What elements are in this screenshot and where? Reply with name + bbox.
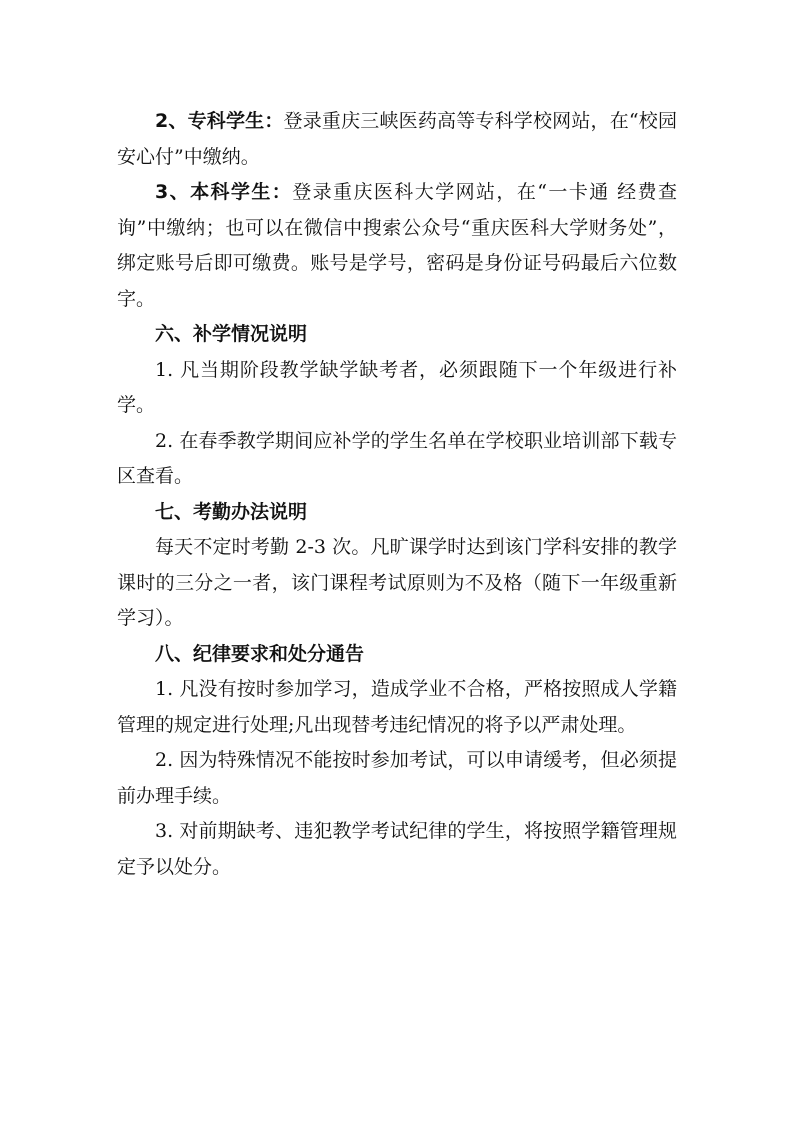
section-heading-7: 七、考勤办法说明 <box>155 500 308 523</box>
text-zhuanke: 登录重庆三峡医药高等专科学校网站，在“校园安心付”中缴纳。 <box>117 110 677 168</box>
paragraph-benke <box>117 175 677 317</box>
label-benke: 3、本科学生： <box>155 181 293 203</box>
document-body <box>117 104 677 885</box>
section8-item-1: 1. 凡没有按时参加学习，造成学业不合格，严格按照成人学籍管理的规定进行处理;凡出现替考违纪情况的将予以严肃处理。 <box>117 678 677 736</box>
section6-item-2: 2. 在春季教学期间应补学的学生名单在学校职业培训部下载专区查看。 <box>117 429 677 487</box>
section7-text: 每天不定时考勤 2-3 次。凡旷课学时达到该门学科安排的教学课时的三分之一者，该门课程考试原则为不及格（随下一年级重新学习）。 <box>117 536 677 629</box>
text-benke: 登录重庆医科大学网站，在“一卡通 经费查询”中缴纳；也可以在微信中搜索公众号“重庆医科大学财务处”，绑定账号后即可缴费。账号是学号，密码是身份证号码最后六位数字。 <box>117 181 677 310</box>
section-heading-8: 八、纪律要求和处分通告 <box>155 642 365 665</box>
section-heading-6: 六、补学情况说明 <box>155 323 308 345</box>
paragraph-zhuanke <box>117 104 677 175</box>
section8-item-3: 3. 对前期缺考、违犯教学考试纪律的学生，将按照学籍管理规定予以处分。 <box>117 820 677 878</box>
label-zhuanke: 2、专科学生： <box>155 110 284 132</box>
section8-item-2: 2. 因为特殊情况不能按时参加考试，可以申请缓考，但必须提前办理手续。 <box>117 749 677 807</box>
section6-item-1: 1. 凡当期阶段教学缺学缺考者，必须跟随下一个年级进行补学。 <box>117 358 677 416</box>
